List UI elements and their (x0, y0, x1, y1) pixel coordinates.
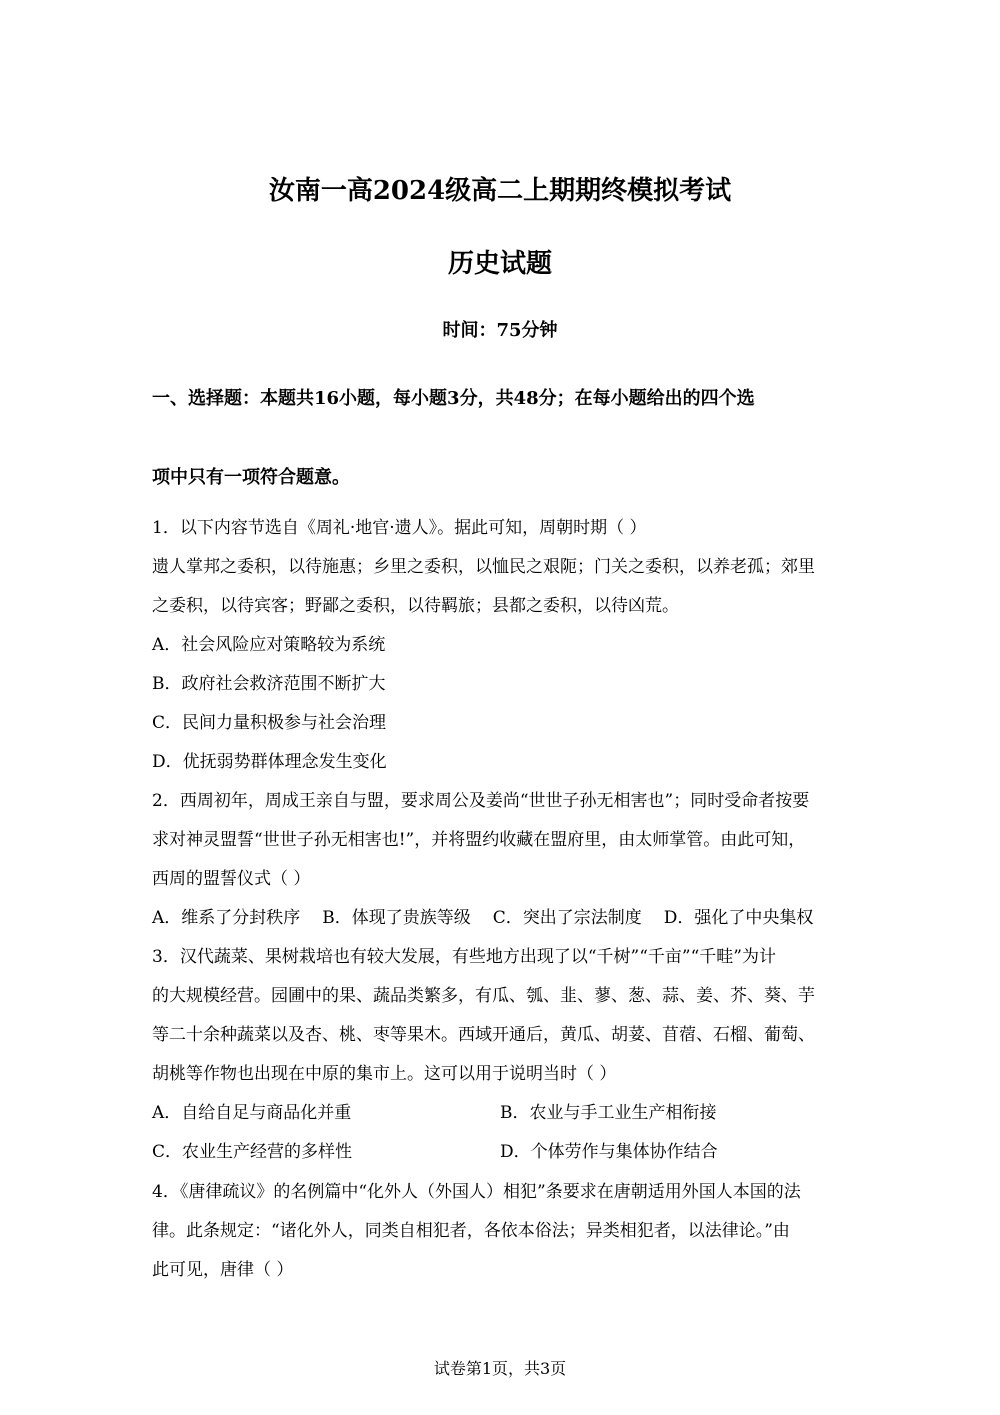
question-2-option-d: D．强化了中央集权 (663, 908, 814, 928)
question-2-option-b: B．体现了贵族等级 (322, 908, 471, 928)
exam-title: 汝南一高2024级高二上期期终模拟考试 (268, 176, 732, 206)
question-2-stem-line-3: 西周的盟誓仪式（ ） (152, 869, 311, 889)
question-3-option-a: A．自给自足与商品化并重 (152, 1103, 352, 1123)
question-2-option-c: C．突出了宗法制度 (492, 908, 642, 928)
question-3-stem-line-2: 的大规模经营。园圃中的果、蔬品类繁多，有瓜、瓠、韭、蓼、葱、蒜、姜、芥、葵、芋 (152, 986, 815, 1006)
subject-title: 历史试题 (447, 249, 552, 279)
question-3-option-d: D．个体劳作与集体协作结合 (500, 1142, 718, 1162)
question-1-passage-line-1: 遗人掌邦之委积，以待施惠；乡里之委积，以恤民之艰阨；门关之委积，以养老孤；郊里 (152, 557, 815, 577)
question-1-option-c: C．民间力量积极参与社会治理 (152, 713, 387, 733)
question-2-stem-line-1: 2．西周初年，周成王亲自与盟，要求周公及姜尚“世世子孙无相害也”；同时受命者按要 (152, 791, 810, 811)
exam-duration: 时间：75分钟 (442, 320, 558, 341)
question-1-option-b: B．政府社会救济范围不断扩大 (152, 674, 386, 694)
question-2-options (152, 907, 813, 929)
question-3-option-c: C．农业生产经营的多样性 (152, 1142, 353, 1162)
question-4-stem-line-2: 律。此条规定：“诸化外人，同类自相犯者，各依本俗法；异类相犯者，以法律论。”由 (152, 1221, 790, 1241)
page-footer: 试卷第1页，共3页 (433, 1359, 567, 1378)
question-1-option-d: D．优抚弱势群体理念发生变化 (152, 752, 387, 772)
question-2-stem-line-2: 求对神灵盟誓“世世子孙无相害也!”，并将盟约收藏在盟府里，由太师掌管。由此可知， (152, 830, 806, 850)
question-3-stem-line-4: 胡桃等作物也出现在中原的集市上。这可以用于说明当时（ ） (152, 1064, 617, 1084)
section-heading-line-1: 一、选择题：本题共16小题，每小题3分，共48分；在每小题给出的四个选 (152, 388, 755, 409)
question-2-option-a: A．维系了分封秩序 (152, 908, 301, 928)
question-1-option-a: A．社会风险应对策略较为系统 (152, 635, 386, 655)
question-4-stem-line-1: 4．《唐律疏议》的名例篇中“化外人（外国人）相犯”条要求在唐朝适用外国人本国的法 (152, 1182, 801, 1202)
section-heading-line-2: 项中只有一项符合题意。 (152, 467, 350, 488)
question-1-stem: 1．以下内容节选自《周礼·地官·遗人》。据此可知，周朝时期（ ） (152, 518, 647, 538)
question-1-passage-line-2: 之委积，以待宾客；野鄙之委积，以待羁旅；县都之委积，以待凶荒。 (152, 596, 679, 616)
question-3-stem-line-3: 等二十余种蔬菜以及杏、桃、枣等果木。西域开通后，黄瓜、胡荽、苜蓿、石榴、葡萄、 (152, 1025, 815, 1045)
question-3-stem-line-1: 3．汉代蔬菜、果树栽培也有较大发展，有些地方出现了以“千树”“千亩”“千畦”为计 (152, 947, 776, 967)
question-3-option-b: B．农业与手工业生产相衔接 (500, 1103, 717, 1123)
question-4-stem-line-3: 此可见，唐律（ ） (152, 1260, 294, 1280)
